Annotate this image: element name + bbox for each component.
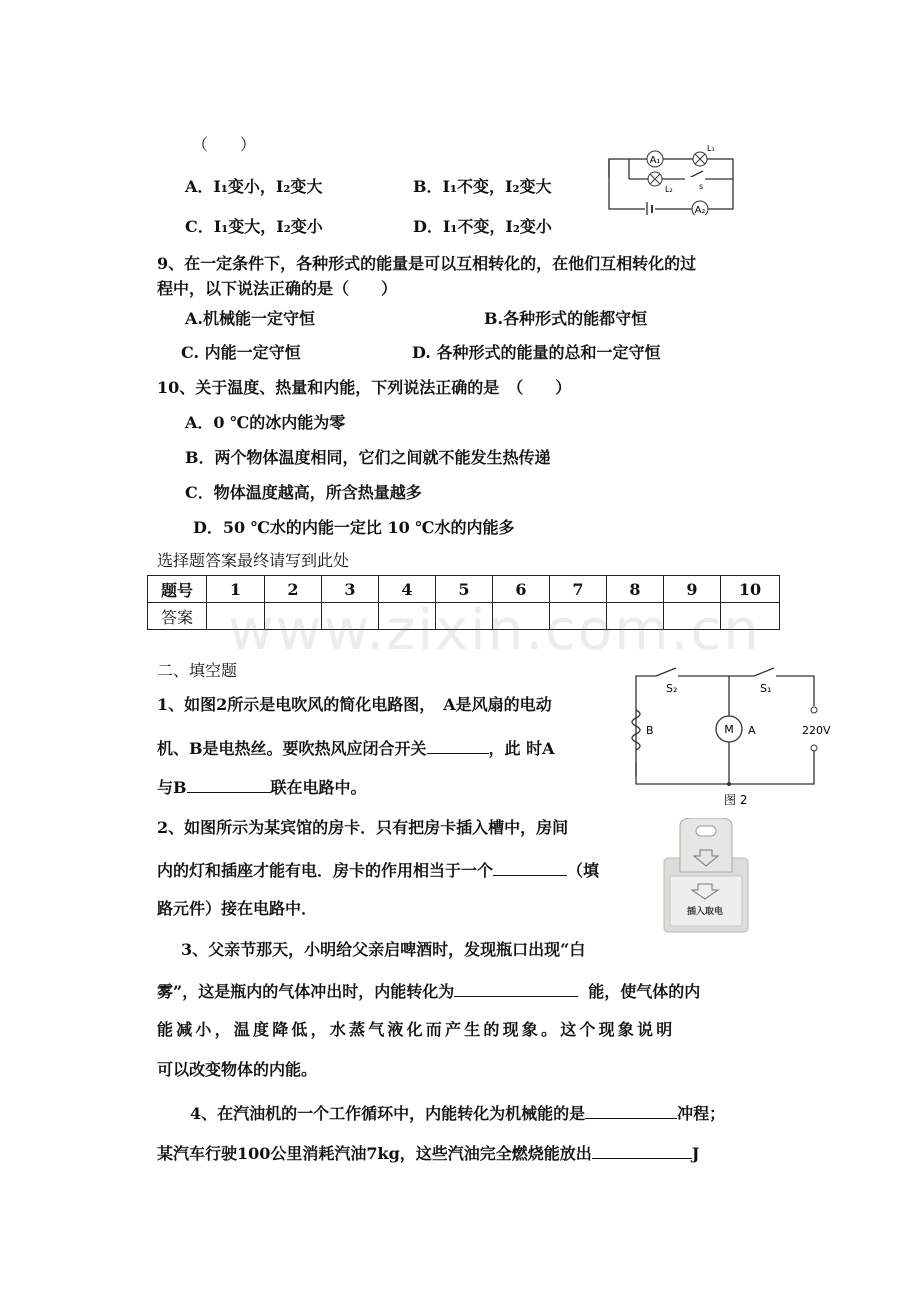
card-label: 插入取电 [686,907,724,917]
f2-line2-b: （填 [567,861,600,880]
f1-line2-a: 机、B是电热丝。要吹热风应闭合开关 [157,739,427,758]
s-label: s [699,182,704,191]
f2-line2-a: 内的灯和插座才能有电．房卡的作用相当于一个 [157,861,494,880]
q9-stem-line2: 程中，以下说法正确的是（ ） [157,279,398,298]
f1-blank-connection[interactable] [187,776,271,793]
q8-option-b: B．I₁不变，I₂变大 [413,177,552,196]
q9-option-b: B.各种形式的能都守恒 [484,309,648,328]
f2-line1: 2、如图所示为某宾馆的房卡．只有把房卡插入槽中，房间 [157,818,569,837]
s2-label: S₂ [666,682,678,695]
f3-line3: 能减小，温度降低，水蒸气液化而产生的现象。这个现象说明 [157,1020,676,1039]
s1-label: S₁ [760,682,772,695]
circuit-diagram-2 [626,666,836,806]
f4-blank-heat[interactable] [592,1142,692,1159]
table-cell: 2 [265,576,322,603]
q8-paren: （ ） [192,135,257,154]
f1-line1: 1、如图2所示是电吹风的简化电路图， A是风扇的电动 [157,695,552,714]
q9-option-d: D. 各种形式的能量的总和一定守恒 [412,343,661,362]
row-label-answer: 答案 [148,603,207,630]
f2-line2 [157,859,599,881]
f4-line1-b: 冲程； [677,1104,726,1123]
circuit-diagram-1 [607,143,737,215]
q9-stem-line1: 9、在一定条件下，各种形式的能量是可以互相转化的，在他们互相转化的过 [157,254,697,273]
l1-label: L₁ [707,144,715,153]
a1-label: A₁ [649,155,661,166]
table-cell: 5 [436,576,493,603]
q8-option-a: A．I₁变小，I₂变大 [185,177,323,196]
q10-option-c: C．物体温度越高，所含热量越多 [185,483,422,502]
f2-line3: 路元件）接在电路中． [157,899,318,918]
section2-heading: 二、填空题 [157,661,238,680]
table-cell: 10 [721,576,780,603]
f3-blank-energy[interactable] [454,980,578,997]
f1-line2-b: ，此 时A [488,739,555,758]
f3-line2-b: 能，使气体的内 [588,982,701,1001]
q10-option-d: D．50 ℃水的内能一定比 10 ℃水的内能多 [193,518,515,537]
f4-blank-stroke[interactable] [585,1102,677,1119]
f1-blank-switch[interactable] [427,737,489,754]
table-cell: 1 [207,576,265,603]
b-label: B [646,724,654,737]
table-cell: 6 [493,576,550,603]
f2-blank-component[interactable] [493,859,567,876]
f4-line2-a: 某汽车行驶100公里消耗汽油7kg，这些汽油完全燃烧能放出 [157,1144,592,1163]
motor-a-label: A [748,724,756,737]
watermark: www.zixin.com.cn [228,598,761,663]
q8-option-d: D．I₁不变，I₂变小 [413,217,552,236]
room-card-image [658,818,752,936]
voltage-label: 220V [802,724,831,737]
table-cell: 3 [322,576,379,603]
f1-line3 [157,776,367,798]
table-cell: 9 [664,576,721,603]
q9-option-a: A.机械能一定守恒 [185,309,315,328]
f4-line2-b: J [691,1144,700,1163]
a2-label: A₂ [694,205,706,215]
answer-note: 选择题答案最终请写到此处 [157,551,350,570]
table-cell: 8 [607,576,664,603]
f4-line1 [190,1102,725,1124]
row-label-number: 题号 [148,576,207,603]
q10-option-b: B．两个物体温度相同，它们之间就不能发生热传递 [185,448,551,467]
table-cell: 7 [550,576,607,603]
m-label: M [724,723,734,736]
l2-label: L₂ [665,185,673,194]
f1-line3-a: 与B [157,778,187,797]
table-cell: 4 [379,576,436,603]
q10-option-a: A．0 ℃的冰内能为零 [185,413,346,432]
f4-line1-a: 4、在汽油机的一个工作循环中，内能转化为机械能的是 [190,1104,586,1123]
f3-line2 [157,980,700,1002]
f1-line2 [157,737,555,759]
q9-option-c: C. 内能一定守恒 [181,343,301,362]
f3-line2-a: 雾”，这是瓶内的气体冲出时，内能转化为 [157,982,455,1001]
f4-line2 [157,1142,699,1164]
f3-line1: 3、父亲节那天，小明给父亲启啤酒时，发现瓶口出现“白 [181,940,586,959]
q10-stem: 10、关于温度、热量和内能，下列说法正确的是 （ ） [157,378,572,397]
figure-caption: 图 2 [724,793,748,806]
f1-line3-b: 联在电路中。 [270,778,367,797]
q8-option-c: C．I₁变大，I₂变小 [185,217,323,236]
f3-line4: 可以改变物体的内能。 [157,1060,318,1079]
